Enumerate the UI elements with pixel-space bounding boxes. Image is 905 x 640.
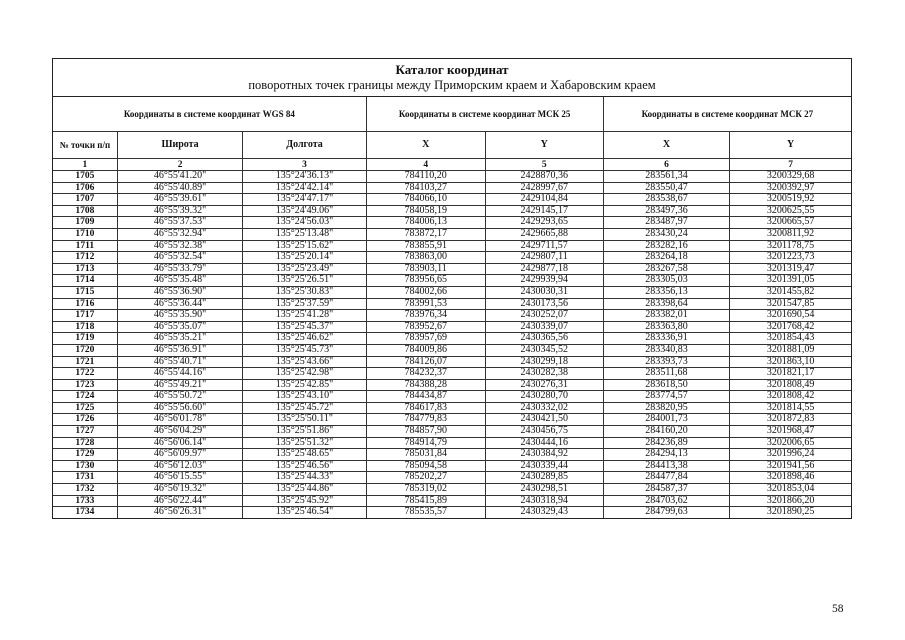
latitude-cell: 46°55'32.94" [117, 228, 242, 240]
y-msk27-cell: 3201898,46 [730, 472, 851, 484]
group-header-wgs84: Координаты в системе координат WGS 84 [53, 97, 366, 132]
latitude-cell: 46°55'49.21" [117, 379, 242, 391]
point-number-cell: 1708 [53, 205, 117, 217]
latitude-cell: 46°56'22.44" [117, 495, 242, 507]
x-msk27-cell: 283340,83 [603, 344, 730, 356]
x-msk25-cell: 784434,87 [366, 391, 485, 403]
y-msk27-cell: 3201814,55 [730, 402, 851, 414]
point-number-cell: 1724 [53, 391, 117, 403]
latitude-cell: 46°55'32.54" [117, 252, 242, 264]
point-number-cell: 1717 [53, 310, 117, 322]
table-row [53, 286, 851, 298]
y-msk25-cell: 2430365,56 [485, 333, 603, 345]
y-msk25-cell: 2430421,50 [485, 414, 603, 426]
table-row [53, 217, 851, 229]
longitude-cell: 135°25'41.28" [243, 310, 366, 322]
table-row [53, 426, 851, 438]
x-msk25-cell: 784779,83 [366, 414, 485, 426]
longitude-cell: 135°25'37.59" [243, 298, 366, 310]
point-number-cell: 1705 [53, 171, 117, 183]
x-msk25-cell: 784617,83 [366, 402, 485, 414]
y-msk25-cell: 2430299,18 [485, 356, 603, 368]
latitude-cell: 46°55'36.44" [117, 298, 242, 310]
x-msk27-cell: 284294,13 [603, 449, 730, 461]
x-msk27-cell: 283497,36 [603, 205, 730, 217]
x-msk27-cell: 284477,84 [603, 472, 730, 484]
x-msk27-cell: 283363,80 [603, 321, 730, 333]
y-msk27-cell: 3201319,47 [730, 263, 851, 275]
y-msk27-cell: 3202006,65 [730, 437, 851, 449]
x-msk27-cell: 284587,37 [603, 484, 730, 496]
table-row [53, 310, 851, 322]
x-msk25-cell: 784006,13 [366, 217, 485, 229]
table-row [53, 263, 851, 275]
y-msk25-cell: 2430339,07 [485, 321, 603, 333]
table-row [53, 171, 851, 183]
y-msk25-cell: 2429877,18 [485, 263, 603, 275]
latitude-cell: 46°56'12.03" [117, 460, 242, 472]
group-header-msk27: Координаты в системе координат МСК 27 [603, 97, 851, 132]
catalog-title: Каталог координат [395, 62, 509, 77]
y-msk25-cell: 2430339,44 [485, 460, 603, 472]
table-row [53, 449, 851, 461]
title-block [53, 59, 851, 97]
latitude-cell: 46°56'09.97" [117, 449, 242, 461]
table-row [53, 252, 851, 264]
y-msk25-cell: 2430276,31 [485, 379, 603, 391]
x-msk27-cell: 283550,47 [603, 182, 730, 194]
table-row [53, 368, 851, 380]
x-msk25-cell: 784388,28 [366, 379, 485, 391]
point-number-cell: 1726 [53, 414, 117, 426]
y-msk25-cell: 2430318,94 [485, 495, 603, 507]
x-msk25-cell: 785415,89 [366, 495, 485, 507]
point-number-cell: 1716 [53, 298, 117, 310]
y-msk25-cell: 2429711,57 [485, 240, 603, 252]
y-msk27-cell: 3201690,54 [730, 310, 851, 322]
table-row [53, 356, 851, 368]
point-number-cell: 1734 [53, 507, 117, 518]
table-row [53, 391, 851, 403]
latitude-cell: 46°55'40.71" [117, 356, 242, 368]
col-header-latitude: Широта [117, 132, 242, 159]
longitude-cell: 135°25'51.86" [243, 426, 366, 438]
y-msk25-cell: 2430282,38 [485, 368, 603, 380]
latitude-cell: 46°56'01.78" [117, 414, 242, 426]
y-msk25-cell: 2430444,16 [485, 437, 603, 449]
latitude-cell: 46°55'35.48" [117, 275, 242, 287]
x-msk25-cell: 784110,20 [366, 171, 485, 183]
x-msk27-cell: 283264,18 [603, 252, 730, 264]
table-body [53, 171, 851, 518]
longitude-cell: 135°25'26.51" [243, 275, 366, 287]
x-msk27-cell: 283487,97 [603, 217, 730, 229]
point-number-cell: 1707 [53, 194, 117, 206]
y-msk25-cell: 2430345,52 [485, 344, 603, 356]
x-msk27-cell: 283393,73 [603, 356, 730, 368]
x-msk25-cell: 784009,86 [366, 344, 485, 356]
longitude-cell: 135°25'46.56" [243, 460, 366, 472]
longitude-cell: 135°25'42.98" [243, 368, 366, 380]
x-msk25-cell: 784126,07 [366, 356, 485, 368]
y-msk27-cell: 3201808,42 [730, 391, 851, 403]
longitude-cell: 135°25'20.14" [243, 252, 366, 264]
longitude-cell: 135°25'45.73" [243, 344, 366, 356]
x-msk25-cell: 783991,53 [366, 298, 485, 310]
longitude-cell: 135°24'36.13" [243, 171, 366, 183]
table-row [53, 182, 851, 194]
x-msk27-cell: 284001,73 [603, 414, 730, 426]
longitude-cell: 135°24'47.17" [243, 194, 366, 206]
y-msk25-cell: 2430030,31 [485, 286, 603, 298]
y-msk27-cell: 3200392,97 [730, 182, 851, 194]
point-number-cell: 1706 [53, 182, 117, 194]
coordinates-table [53, 97, 851, 518]
y-msk27-cell: 3201178,75 [730, 240, 851, 252]
table-row [53, 228, 851, 240]
x-msk27-cell: 283282,16 [603, 240, 730, 252]
longitude-cell: 135°25'44.33" [243, 472, 366, 484]
y-msk27-cell: 3201941,56 [730, 460, 851, 472]
latitude-cell: 46°55'36.91" [117, 344, 242, 356]
y-msk27-cell: 3201821,17 [730, 368, 851, 380]
point-number-cell: 1718 [53, 321, 117, 333]
point-number-cell: 1722 [53, 368, 117, 380]
col-header-longitude: Долгота [243, 132, 366, 159]
y-msk25-cell: 2429807,11 [485, 252, 603, 264]
x-msk27-cell: 284236,89 [603, 437, 730, 449]
table-row [53, 205, 851, 217]
x-msk27-cell: 283618,50 [603, 379, 730, 391]
y-msk25-cell: 2430329,43 [485, 507, 603, 518]
y-msk27-cell: 3201881,09 [730, 344, 851, 356]
point-number-cell: 1711 [53, 240, 117, 252]
latitude-cell: 46°55'35.90" [117, 310, 242, 322]
latitude-cell: 46°55'44.16" [117, 368, 242, 380]
y-msk25-cell: 2429145,17 [485, 205, 603, 217]
longitude-cell: 135°24'42.14" [243, 182, 366, 194]
y-msk25-cell: 2429939,94 [485, 275, 603, 287]
latitude-cell: 46°56'15.55" [117, 472, 242, 484]
y-msk27-cell: 3201863,10 [730, 356, 851, 368]
col-number: 2 [117, 159, 242, 171]
y-msk27-cell: 3201872,83 [730, 414, 851, 426]
point-number-cell: 1713 [53, 263, 117, 275]
longitude-cell: 135°25'30.83" [243, 286, 366, 298]
col-number: 5 [485, 159, 603, 171]
latitude-cell: 46°55'37.53" [117, 217, 242, 229]
y-msk27-cell: 3201547,85 [730, 298, 851, 310]
latitude-cell: 46°55'35.07" [117, 321, 242, 333]
x-msk25-cell: 784857,90 [366, 426, 485, 438]
table-row [53, 194, 851, 206]
table-row [53, 321, 851, 333]
x-msk27-cell: 283774,57 [603, 391, 730, 403]
table-row [53, 507, 851, 518]
table-row [53, 379, 851, 391]
y-msk25-cell: 2429293,65 [485, 217, 603, 229]
latitude-cell: 46°55'39.61" [117, 194, 242, 206]
catalog-subtitle: поворотных точек границы между Приморским краем и Хабаровским краем [248, 78, 656, 92]
col-header-point: № точки п/п [53, 132, 117, 159]
y-msk27-cell: 3201854,43 [730, 333, 851, 345]
y-msk27-cell: 3201996,24 [730, 449, 851, 461]
x-msk25-cell: 784066,10 [366, 194, 485, 206]
y-msk27-cell: 3201853,04 [730, 484, 851, 496]
longitude-cell: 135°25'23.49" [243, 263, 366, 275]
table-row [53, 437, 851, 449]
coordinate-catalog [52, 58, 852, 519]
col-number: 3 [243, 159, 366, 171]
x-msk27-cell: 283336,91 [603, 333, 730, 345]
x-msk27-cell: 283382,01 [603, 310, 730, 322]
x-msk27-cell: 283356,13 [603, 286, 730, 298]
point-number-cell: 1727 [53, 426, 117, 438]
y-msk25-cell: 2428997,67 [485, 182, 603, 194]
y-msk25-cell: 2430298,51 [485, 484, 603, 496]
table-row [53, 240, 851, 252]
longitude-cell: 135°25'44.86" [243, 484, 366, 496]
x-msk25-cell: 783957,69 [366, 333, 485, 345]
y-msk27-cell: 3201768,42 [730, 321, 851, 333]
y-msk25-cell: 2430456,75 [485, 426, 603, 438]
x-msk27-cell: 283538,67 [603, 194, 730, 206]
longitude-cell: 135°25'15.62" [243, 240, 366, 252]
y-msk27-cell: 3201866,20 [730, 495, 851, 507]
longitude-cell: 135°25'43.66" [243, 356, 366, 368]
latitude-cell: 46°56'26.31" [117, 507, 242, 518]
latitude-cell: 46°56'19.32" [117, 484, 242, 496]
x-msk27-cell: 283430,24 [603, 228, 730, 240]
y-msk25-cell: 2430384,92 [485, 449, 603, 461]
y-msk25-cell: 2430289,85 [485, 472, 603, 484]
y-msk25-cell: 2430252,07 [485, 310, 603, 322]
longitude-cell: 135°25'46.62" [243, 333, 366, 345]
x-msk27-cell: 284799,63 [603, 507, 730, 518]
y-msk27-cell: 3201808,49 [730, 379, 851, 391]
table-row [53, 298, 851, 310]
x-msk27-cell: 283305,03 [603, 275, 730, 287]
longitude-cell: 135°25'43.10" [243, 391, 366, 403]
point-number-cell: 1709 [53, 217, 117, 229]
x-msk27-cell: 283561,34 [603, 171, 730, 183]
x-msk27-cell: 283820,95 [603, 402, 730, 414]
x-msk25-cell: 784914,79 [366, 437, 485, 449]
y-msk27-cell: 3201968,47 [730, 426, 851, 438]
x-msk27-cell: 284160,20 [603, 426, 730, 438]
point-number-cell: 1719 [53, 333, 117, 345]
y-msk25-cell: 2429665,88 [485, 228, 603, 240]
x-msk25-cell: 785319,02 [366, 484, 485, 496]
x-msk25-cell: 783855,91 [366, 240, 485, 252]
col-number: 4 [366, 159, 485, 171]
point-number-cell: 1720 [53, 344, 117, 356]
latitude-cell: 46°55'56.60" [117, 402, 242, 414]
x-msk27-cell: 283398,64 [603, 298, 730, 310]
point-number-cell: 1712 [53, 252, 117, 264]
col-header-x-msk27: X [603, 132, 730, 159]
point-number-cell: 1733 [53, 495, 117, 507]
col-number: 1 [53, 159, 117, 171]
y-msk25-cell: 2430332,02 [485, 402, 603, 414]
page-number: 58 [832, 603, 844, 615]
point-number-cell: 1710 [53, 228, 117, 240]
y-msk27-cell: 3201890,25 [730, 507, 851, 518]
x-msk25-cell: 783956,65 [366, 275, 485, 287]
point-number-cell: 1730 [53, 460, 117, 472]
table-row [53, 275, 851, 287]
table-row [53, 472, 851, 484]
point-number-cell: 1714 [53, 275, 117, 287]
longitude-cell: 135°25'51.32" [243, 437, 366, 449]
x-msk27-cell: 284413,38 [603, 460, 730, 472]
y-msk27-cell: 3201223,73 [730, 252, 851, 264]
col-number: 7 [730, 159, 851, 171]
x-msk25-cell: 784002,66 [366, 286, 485, 298]
x-msk25-cell: 785094,58 [366, 460, 485, 472]
x-msk25-cell: 783872,17 [366, 228, 485, 240]
x-msk25-cell: 783976,34 [366, 310, 485, 322]
x-msk25-cell: 784058,19 [366, 205, 485, 217]
point-number-cell: 1728 [53, 437, 117, 449]
longitude-cell: 135°25'45.92" [243, 495, 366, 507]
col-header-y-msk25: Y [485, 132, 603, 159]
latitude-cell: 46°55'40.89" [117, 182, 242, 194]
longitude-cell: 135°24'49.06" [243, 205, 366, 217]
longitude-cell: 135°25'48.65" [243, 449, 366, 461]
point-number-cell: 1732 [53, 484, 117, 496]
x-msk25-cell: 785202,27 [366, 472, 485, 484]
col-header-y-msk27: Y [730, 132, 851, 159]
longitude-cell: 135°24'56.03" [243, 217, 366, 229]
table-row [53, 402, 851, 414]
x-msk25-cell: 785535,57 [366, 507, 485, 518]
point-number-cell: 1723 [53, 379, 117, 391]
y-msk27-cell: 3200329,68 [730, 171, 851, 183]
latitude-cell: 46°55'32.38" [117, 240, 242, 252]
longitude-cell: 135°25'50.11" [243, 414, 366, 426]
point-number-cell: 1729 [53, 449, 117, 461]
y-msk25-cell: 2430173,56 [485, 298, 603, 310]
table-row [53, 414, 851, 426]
longitude-cell: 135°25'13.48" [243, 228, 366, 240]
table-row [53, 495, 851, 507]
y-msk25-cell: 2429104,84 [485, 194, 603, 206]
point-number-cell: 1715 [53, 286, 117, 298]
latitude-cell: 46°55'36.90" [117, 286, 242, 298]
longitude-cell: 135°25'45.72" [243, 402, 366, 414]
longitude-cell: 135°25'45.37" [243, 321, 366, 333]
table-row [53, 460, 851, 472]
latitude-cell: 46°56'04.29" [117, 426, 242, 438]
col-number: 6 [603, 159, 730, 171]
x-msk25-cell: 783952,67 [366, 321, 485, 333]
x-msk25-cell: 785031,84 [366, 449, 485, 461]
latitude-cell: 46°56'06.14" [117, 437, 242, 449]
table-row [53, 344, 851, 356]
longitude-cell: 135°25'42.85" [243, 379, 366, 391]
table-row [53, 484, 851, 496]
x-msk25-cell: 783863,00 [366, 252, 485, 264]
y-msk27-cell: 3200665,57 [730, 217, 851, 229]
x-msk27-cell: 283267,58 [603, 263, 730, 275]
table-row [53, 333, 851, 345]
point-number-cell: 1725 [53, 402, 117, 414]
x-msk25-cell: 783903,11 [366, 263, 485, 275]
y-msk27-cell: 3201455,82 [730, 286, 851, 298]
point-number-cell: 1731 [53, 472, 117, 484]
x-msk27-cell: 284703,62 [603, 495, 730, 507]
latitude-cell: 46°55'33.79" [117, 263, 242, 275]
x-msk25-cell: 784103,27 [366, 182, 485, 194]
x-msk25-cell: 784232,37 [366, 368, 485, 380]
col-header-x-msk25: X [366, 132, 485, 159]
y-msk25-cell: 2428870,36 [485, 171, 603, 183]
group-header-msk25: Координаты в системе координат МСК 25 [366, 97, 603, 132]
latitude-cell: 46°55'35.21" [117, 333, 242, 345]
longitude-cell: 135°25'46.54" [243, 507, 366, 518]
y-msk27-cell: 3200519,92 [730, 194, 851, 206]
point-number-cell: 1721 [53, 356, 117, 368]
y-msk27-cell: 3201391,05 [730, 275, 851, 287]
latitude-cell: 46°55'50.72" [117, 391, 242, 403]
x-msk27-cell: 283511,68 [603, 368, 730, 380]
latitude-cell: 46°55'39.32" [117, 205, 242, 217]
y-msk27-cell: 3200625,55 [730, 205, 851, 217]
y-msk27-cell: 3200811,92 [730, 228, 851, 240]
y-msk25-cell: 2430280,70 [485, 391, 603, 403]
latitude-cell: 46°55'41.20" [117, 171, 242, 183]
